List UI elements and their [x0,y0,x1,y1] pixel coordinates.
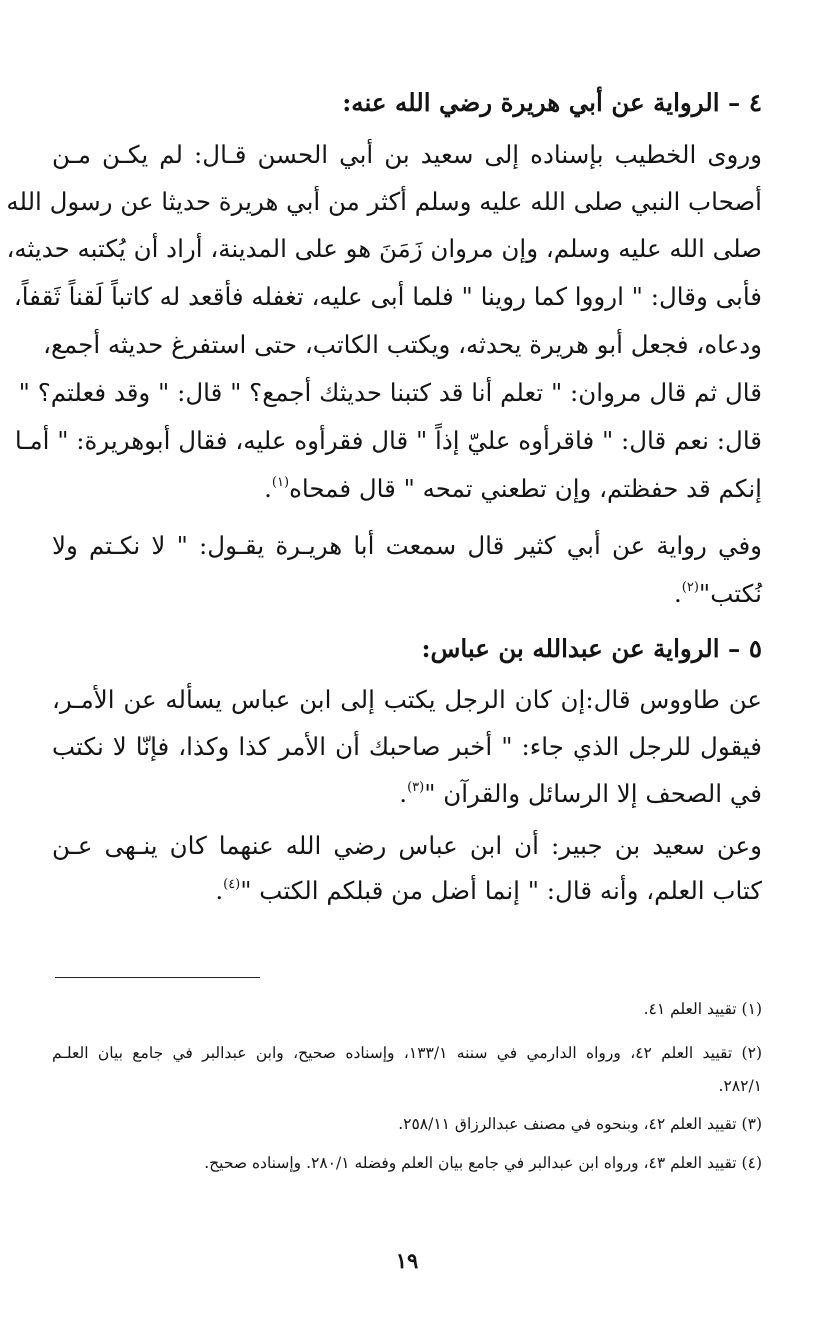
text-line-end: كتاب العلم، وأنه قال: " إنما أضل من قبلكم الكتب "$^{(٤)}$. [215,876,762,905]
text-line: قال: نعم قال: " فاقرأوه عليّ إذاً " قال فقرأوه عليه، فقال أبوهريرة: " أمـا [14,426,762,455]
footnote-separator [55,977,260,978]
text-line: ودعاه، فجعل أبو هريرة يحدثه، ويكتب الكاتب، حتى استفرغ حديثه أجمع، [43,330,762,359]
footnote-2: (٢) تقييد العلم ٤٢، ورواه الدارمي في سننه ١٣٣/١، وإسناده صحيح، وابن عبدالبر في جامع بيان العلـم [52,1044,762,1062]
footnote-2-continued: ٢٨٢/١. [718,1077,762,1095]
text-line: صلى الله عليه وسلم، وإن مروان زَمَنَ هو على المدينة، أراد أن يُكتبه حديثه، [6,234,762,263]
text-line: وعن سعيد بن جبير: أن ابن عباس رضي الله عنهما كان ينـهى عـن [52,831,762,860]
footnote-4: (٤) تقييد العلم ٤٣، ورواه ابن عبدالبر في جامع بيان العلم وفضله ٢٨٠/١. وإسناده صحيح. [204,1154,762,1172]
text-span: إنكم قد حفظتم، وإن تطعني تمحه " قال فمحاه [289,474,762,503]
section-4-heading: ٤ – الرواية عن أبي هريرة رضي الله عنه: [342,88,762,117]
text-line: وفي رواية عن أبي كثير قال سمعت أبا هريـرة يقـول: " لا نكـتم ولا [52,531,762,560]
footnote-1: (١) تقييد العلم ٤١. [643,1000,762,1018]
text-span: في الصحف إلا الرسائل والقرآن " [424,779,762,808]
text-line-end: في الصحف إلا الرسائل والقرآن "$^{(٣)}$. [399,779,762,808]
footnote-ref-4: (٤) [223,877,241,892]
footnote-ref-2: (٢) [681,580,699,595]
page-number: ١٩ [395,1248,419,1273]
text-span: كتاب العلم، وأنه قال: " إنما أضل من قبلكم الكتب " [240,876,762,905]
text-line: وروى الخطيب بإسناده إلى سعيد بن أبي الحسن قـال: لم يكـن مـن [52,140,762,169]
footnote-3: (٣) تقييد العلم ٤٢، وبنحوه في مصنف عبدالرزاق ٢٥٨/١١. [398,1115,762,1133]
text-line-end: إنكم قد حفظتم، وإن تطعني تمحه " قال فمحاه$^{(١)}$. [264,474,762,503]
text-line: فيقول للرجل الذي جاء: " أخبر صاحبك أن الأمر كذا وكذا، فإنّا لا نكتب [52,732,762,761]
text-span: نُكتب" [698,579,762,608]
text-line-end: نُكتب"$^{(٢)}$. [673,579,762,608]
text-line: قال ثم قال مروان: " تعلم أنا قد كتبنا حديثك أجمع؟ " قال: " وقد فعلتم؟ " [18,378,762,407]
text-line: عن طاووس قال:إن كان الرجل يكتب إلى ابن عباس يسأله عن الأمـر، [52,685,762,714]
text-line: فأبى وقال: " ارووا كما روينا " فلما أبى عليه، تغفله فأقعد له كاتباً لَقناً ثَقفاً، [13,282,762,311]
footnote-ref-1: (١) [271,475,290,490]
section-5-heading: ٥ – الرواية عن عبدالله بن عباس: [421,634,762,663]
text-line: أصحاب النبي صلى الله عليه وسلم أكثر من أبي هريرة حديثا عن رسول الله [6,187,762,216]
footnote-ref-3: (٣) [407,780,425,795]
